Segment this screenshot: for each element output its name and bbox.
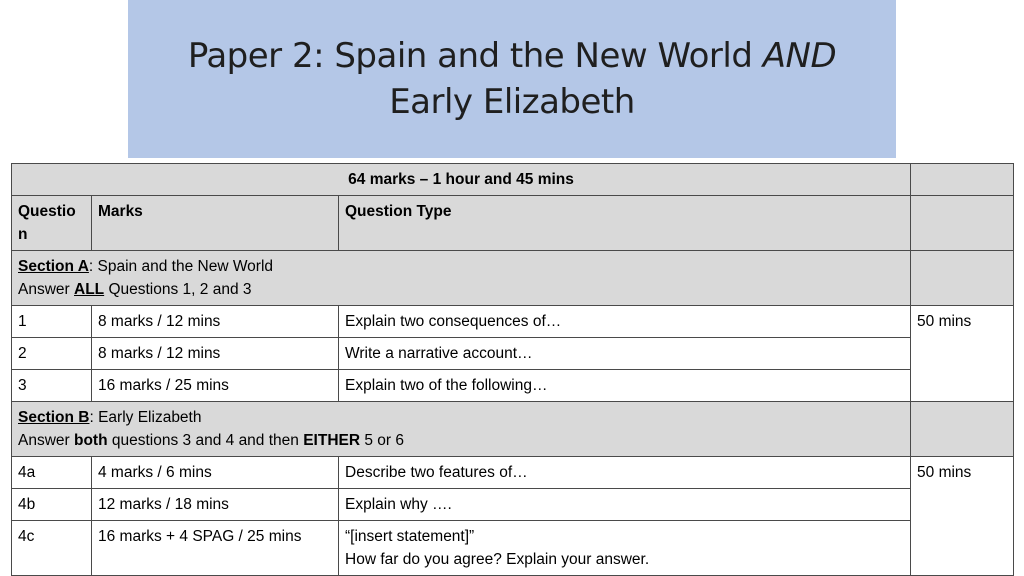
section-a-instr-all: ALL: [74, 281, 105, 298]
question-number: 3: [12, 370, 92, 402]
table-row: [12, 370, 1014, 402]
exam-spec-table: [11, 163, 1014, 576]
section-b-instr-pre: Answer: [18, 432, 74, 449]
table-row: [12, 306, 1014, 338]
slide-title-line-2: Early Elizabeth: [389, 82, 635, 122]
section-a-time: 50 mins: [911, 306, 1014, 402]
question-type: Explain two consequences of…: [339, 306, 911, 338]
header-empty-cell: [911, 196, 1014, 251]
question-number: 2: [12, 338, 92, 370]
section-a-title: : Spain and the New World: [88, 258, 274, 275]
header-question: Question: [12, 196, 92, 251]
question-type: Explain two of the following…: [339, 370, 911, 402]
question-type: Explain why ….: [339, 489, 911, 521]
title-text: Paper 2: Spain and the New World: [187, 36, 763, 76]
section-b-instr-mid: questions 3 and 4 and then: [107, 432, 304, 449]
question-marks: 8 marks / 12 mins: [92, 338, 339, 370]
section-a-empty-cell: [911, 251, 1014, 306]
section-b-row: [12, 402, 1014, 457]
question-type-cell: [339, 521, 911, 576]
section-b-instr-both: both: [74, 432, 108, 449]
section-a-instr-post: Questions 1, 2 and 3: [104, 281, 252, 298]
slide-title-line-1: [188, 33, 836, 79]
question-marks: 12 marks / 18 mins: [92, 489, 339, 521]
title-emphasis: AND: [762, 36, 837, 76]
question-marks: 16 marks / 25 mins: [92, 370, 339, 402]
summary-empty-cell: [911, 164, 1014, 196]
section-b-empty-cell: [911, 402, 1014, 457]
question-marks: 16 marks + 4 SPAG / 25 mins: [92, 521, 339, 576]
question-type: “[insert statement]”: [345, 528, 475, 545]
question-type: Describe two features of…: [339, 457, 911, 489]
header-marks: Marks: [92, 196, 339, 251]
table-row: [12, 489, 1014, 521]
slide-title-box: [128, 0, 896, 158]
question-marks: 4 marks / 6 mins: [92, 457, 339, 489]
header-question-type: Question Type: [339, 196, 911, 251]
section-b-cell: [12, 402, 911, 457]
section-b-instr-post: 5 or 6: [360, 432, 405, 449]
header-row: [12, 196, 1014, 251]
table-row: [12, 338, 1014, 370]
question-marks: 8 marks / 12 mins: [92, 306, 339, 338]
section-b-instr-either: EITHER: [303, 432, 361, 449]
question-number: 4b: [12, 489, 92, 521]
section-b-title: : Early Elizabeth: [89, 409, 202, 426]
question-type-continued: How far do you agree? Explain your answer.: [345, 551, 650, 568]
section-a-instr-pre: Answer: [18, 281, 74, 298]
table-row: [12, 457, 1014, 489]
section-a-row: [12, 251, 1014, 306]
summary-cell: 64 marks – 1 hour and 45 mins: [12, 164, 911, 196]
question-type: Write a narrative account…: [339, 338, 911, 370]
section-a-label: Section A: [18, 258, 89, 275]
summary-row: [12, 164, 1014, 196]
section-a-cell: [12, 251, 911, 306]
section-b-label: Section B: [18, 409, 90, 426]
question-number: 1: [12, 306, 92, 338]
question-number: 4a: [12, 457, 92, 489]
section-b-time: 50 mins: [911, 457, 1014, 576]
question-number: 4c: [12, 521, 92, 576]
table-row: [12, 521, 1014, 576]
